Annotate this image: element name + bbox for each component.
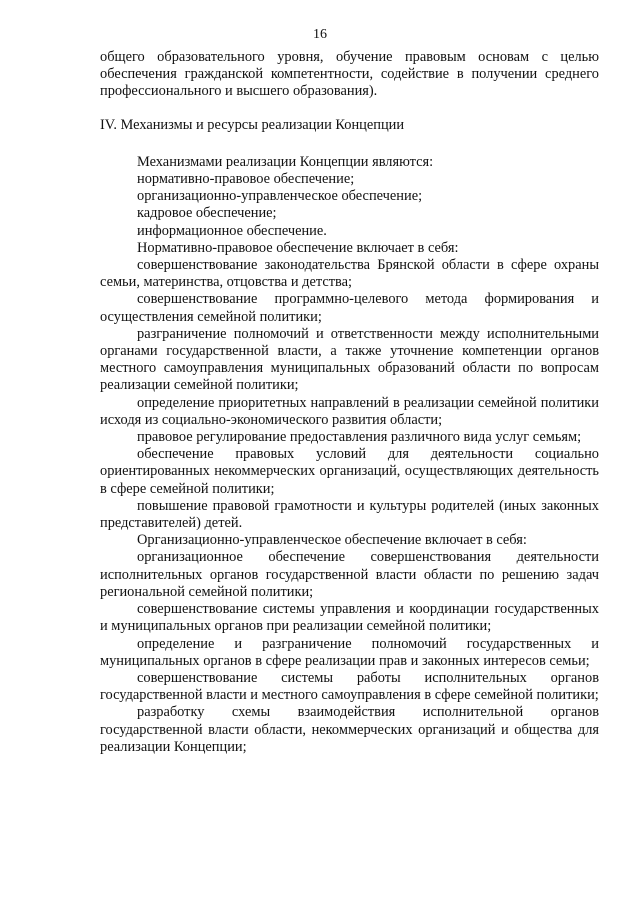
organizational-item: определение и разграничение полномочий государственных и муниципальных органов в сфере реализации прав и законных интересов семьи; xyxy=(100,635,599,669)
mechanism-item: кадровое обеспечение; xyxy=(137,205,277,222)
normative-item: определение приоритетных направлений в реализации семейной политики исходя из социально-экономического развития области; xyxy=(100,394,599,428)
mechanism-item: нормативно-правовое обеспечение; xyxy=(137,171,355,188)
organizational-item: совершенствование системы работы исполнительных органов государственной власти и местного самоуправления в сфере семейной политики; xyxy=(100,669,599,704)
organizational-item: организационное обеспечение совершенствования деятельности исполнительных органов государственной власти области по решению задач региональной семейной политики; xyxy=(100,549,599,600)
document-body xyxy=(100,49,599,756)
normative-item: совершенствование программно-целевого метода формирования и осуществления семейной политики; xyxy=(100,291,599,325)
mechanism-item: организационно-управленческое обеспечение; xyxy=(137,188,423,205)
normative-item: обеспечение правовых условий для деятельности социально ориентированных некоммерческих организаций, осуществляющих деятельность в сфере семейной политики; xyxy=(100,446,599,497)
intro-paragraph: общего образовательного уровня, обучение правовым основам с целью обеспечения гражданской компетентности, содействие в получении среднего профессионального и высшего образования). xyxy=(100,49,599,100)
page-number: 16 xyxy=(313,27,327,42)
normative-intro: Нормативно-правовое обеспечение включает в себя: xyxy=(137,239,459,256)
organizational-item: совершенствование системы управления и координации государственных и муниципальных органов при реализации семейной политики; xyxy=(100,601,599,635)
section-heading: IV. Механизмы и ресурсы реализации Концепции xyxy=(100,116,405,133)
organizational-intro: Организационно-управленческое обеспечение включает в себя: xyxy=(137,532,527,549)
normative-item: совершенствование законодательства Брянской области в сфере охраны семьи, материнства, отцовства и детства; xyxy=(100,257,599,291)
normative-item: разграничение полномочий и ответственности между исполнительными органами государственной власти, а также уточнение компетенции органов местного самоуправления муниципальных образований области по вопросам реализации семейной политики; xyxy=(100,325,599,394)
mechanisms-intro: Механизмами реализации Концепции являются: xyxy=(137,153,434,170)
organizational-item: разработку схемы взаимодействия исполнительной органов государственной власти области, некоммерческих организаций и общества для реализации Концепции; xyxy=(100,704,599,755)
normative-item: правовое регулирование предоставления различного вида услуг семьям; xyxy=(137,429,582,446)
mechanism-item: информационное обеспечение. xyxy=(137,222,327,239)
normative-item: повышение правовой грамотности и культуры родителей (иных законных представителей) детей. xyxy=(100,497,599,532)
